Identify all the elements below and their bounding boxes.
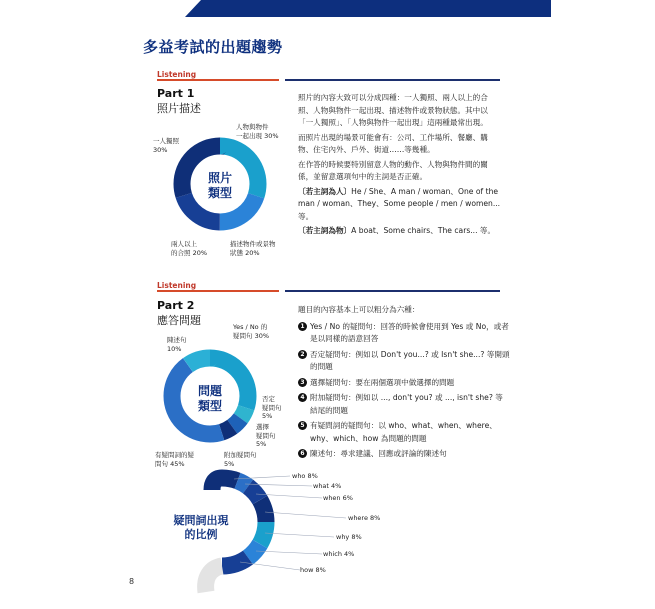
part2-title: 應答問題	[157, 314, 201, 327]
page-number: 8	[129, 577, 135, 586]
part1-subject-object: 〔若主詞為物〕A boat、Some chairs、The cars... 等。	[298, 226, 496, 235]
part2-label-choice: 選擇 疑問句 5%	[256, 423, 276, 448]
part2-description	[298, 304, 510, 464]
part2-rule-left	[157, 290, 279, 292]
wh-label-who: who 8%	[292, 472, 318, 480]
part2-number: Part 2	[157, 299, 195, 312]
part1-paragraph: 照片的內容大致可以分成四種：一人獨照、兩人以上的合照、人物與物件一起出現、描述物件或景物狀態。其中以「一人獨照」、「人物與物件一起出現」這兩種最常出現。	[298, 93, 488, 127]
part1-description	[298, 92, 503, 240]
arc-segment-who	[222, 478, 238, 481]
part2-intro: 題目的內容基本上可以粗分為六種：	[298, 305, 420, 314]
part1-paragraph: 而照片出現的場景可能會有：公司、工作場所、餐廳、購物、住宅內外、戶外、街道……等幾種。	[298, 132, 488, 154]
part1-label-single: 一人獨照 30%	[153, 137, 179, 154]
wh-label-why: why 8%	[336, 533, 362, 541]
arc-segment-what	[238, 481, 249, 487]
list-item: 1 Yes / No 的疑問句：回答的時候會使用到 Yes 或 No，或者是以同樣的語意回答	[298, 321, 510, 346]
header-bar-cut	[185, 0, 201, 17]
wh-ratio-center: 疑問詞出現 的比例	[173, 514, 229, 541]
arc-head	[212, 478, 222, 490]
part2-label-wh: 有疑問詞的疑 問句 45%	[155, 451, 194, 468]
header-bar	[185, 0, 551, 17]
list-item: 2 否定疑問句：例如以 Don't you...? 或 Isn't she...? 等開頭的問題	[298, 349, 510, 374]
arc-tail	[206, 566, 222, 592]
part2-section-label: Listening	[157, 281, 197, 290]
part1-paragraph: 在作答的時候要特別留意人物的動作、人物與物件間的關係，並留意選項句中的主詞是否正確。	[298, 159, 488, 181]
arc-segment-how	[222, 558, 248, 567]
part2-label-tag: 附加疑問句 5%	[224, 451, 257, 468]
arc-segment-which	[248, 544, 260, 558]
part1-subject-person: 〔若主詞為人〕He / She、A man / woman、One of the man / woman、They、Some people / men / women... 等。	[298, 186, 501, 221]
part1-title: 照片描述	[157, 102, 201, 115]
part2-label-negative: 否定 疑問句 5%	[262, 395, 282, 420]
part1-label-scene: 描述物件或景物 狀態 20%	[230, 240, 276, 257]
part1-section-label: Listening	[157, 70, 197, 79]
page-title: 多益考試的出題趨勢	[143, 38, 283, 56]
wh-label-when: when 6%	[323, 494, 353, 502]
part2-rule-right	[285, 290, 500, 292]
list-item: 6 陳述句：尋求建議、回應或評論的陳述句	[298, 448, 510, 461]
part1-label-group: 兩人以上 的合照 20%	[171, 240, 208, 257]
list-item: 3 選擇疑問句：要在兩個選項中做選擇的問題	[298, 377, 510, 390]
wh-label-how: how 8%	[300, 566, 326, 574]
part1-number: Part 1	[157, 87, 195, 100]
wh-label-where: where 8%	[348, 514, 381, 522]
part1-donut-center: 照片 類型	[207, 171, 232, 200]
list-item: 4 附加疑問句：例如以 ..., don't you? 或 ..., isn't she? 等結尾的問題	[298, 392, 510, 417]
part1-label-people-objects: 人物與物件 一起出現 30%	[236, 123, 279, 140]
wh-label-which: which 4%	[323, 550, 355, 558]
wh-label-what: what 4%	[313, 482, 342, 490]
part1-rule-left	[157, 79, 279, 81]
part2-label-statement: 陳述句 10%	[167, 336, 187, 353]
part2-donut-center: 問題 類型	[197, 384, 222, 413]
part2-label-yesno: Yes / No 的 疑問句 30%	[233, 323, 270, 340]
arc-segment-where	[260, 500, 266, 522]
list-item: 5 有疑問詞的疑問句：以 who、what、when、where、why、which、how 為問題的問題	[298, 420, 510, 445]
part1-rule-right	[285, 79, 500, 81]
arc-segment-when	[248, 487, 260, 501]
